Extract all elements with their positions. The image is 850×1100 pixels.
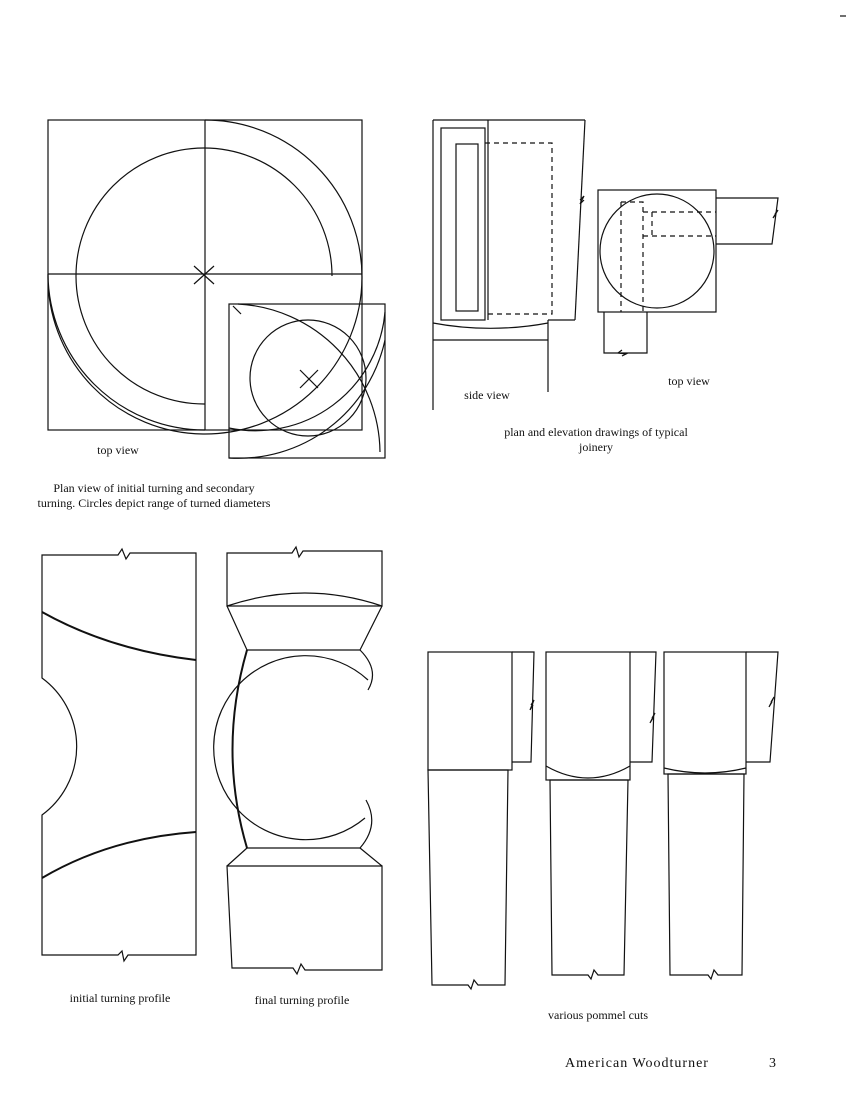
pommel-cut-2 <box>546 652 656 979</box>
plan-view-large-square <box>48 120 362 434</box>
caption-joinery: plan and elevation drawings of typical joinery <box>504 425 688 454</box>
caption-top-view-left: top view <box>97 443 139 457</box>
caption-initial-profile: initial turning profile <box>69 991 171 1005</box>
caption-side-view: side view <box>464 388 510 402</box>
caption-final-profile: final turning profile <box>254 993 350 1007</box>
pommel-cut-1 <box>428 652 534 989</box>
final-turning-profile-drawing <box>214 547 382 974</box>
joinery-top-view <box>598 190 778 356</box>
caption-plan-view: Plan view of initial turning and secondary turning. Circles depict range of turned diameters <box>37 481 271 510</box>
footer-page-number: 3 <box>769 1056 777 1071</box>
footer-publication: American Woodturner <box>565 1056 709 1071</box>
initial-turning-profile-drawing <box>42 549 196 961</box>
caption-top-view-right: top view <box>668 374 710 388</box>
joinery-side-view <box>433 120 585 410</box>
caption-pommel-cuts: various pommel cuts <box>548 1008 648 1022</box>
pommel-cut-3 <box>664 652 778 979</box>
